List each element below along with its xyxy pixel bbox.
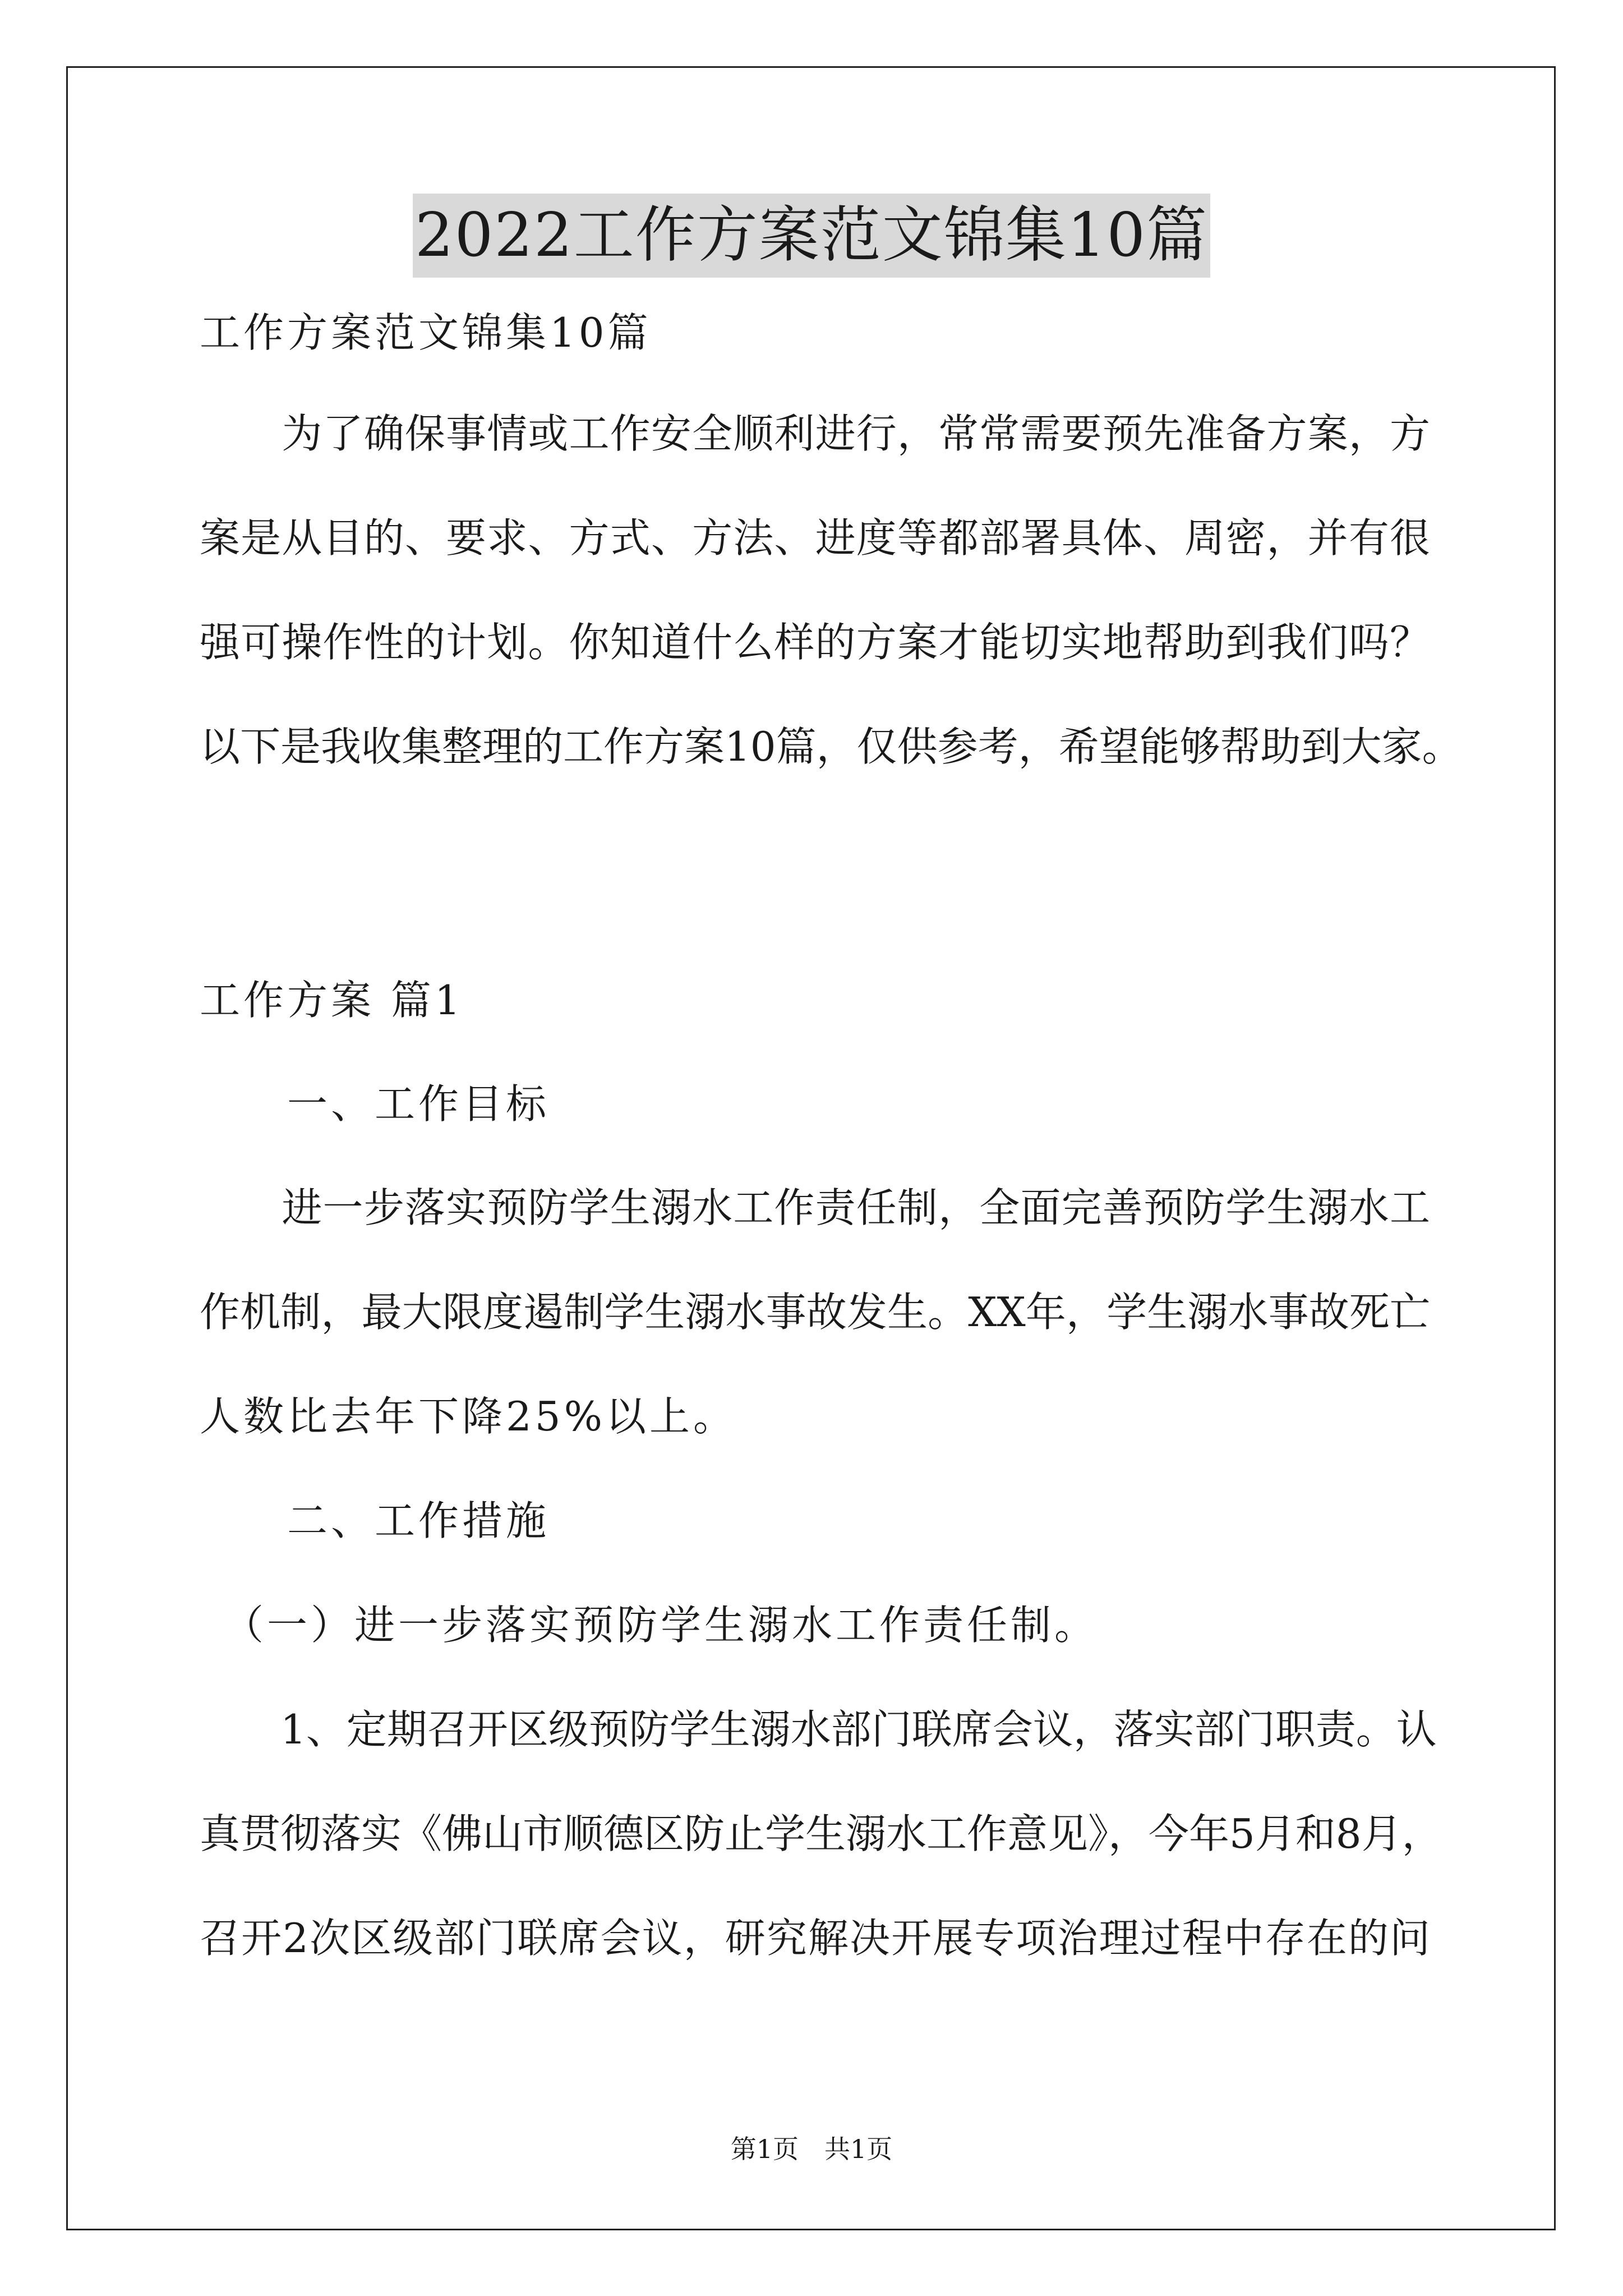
- document-subtitle: 工作方案范文锦集10篇: [200, 309, 652, 356]
- sub-heading-measure: （一）进一步落实预防学生溺水工作责任制。: [200, 1602, 1099, 1649]
- intro-line: 强可操作性的计划。你知道什么样的方案才能切实地帮助到我们吗？: [200, 619, 1430, 666]
- document-title: 2022工作方案范文锦集10篇: [413, 194, 1210, 278]
- intro-line: 以下是我收集整理的工作方案10篇，仅供参考，希望能够帮助到大家。: [200, 723, 1463, 770]
- title-block: [0, 194, 1623, 278]
- measure-line: 1、定期召开区级预防学生溺水部门联席会议，落实部门职责。认: [200, 1706, 1437, 1753]
- heading-goal: 一、工作目标: [200, 1080, 550, 1128]
- goal-line: 进一步落实预防学生溺水工作责任制，全面完善预防学生溺水工: [200, 1184, 1430, 1231]
- heading-measures: 二、工作措施: [200, 1497, 550, 1544]
- section-heading: 工作方案 篇1: [200, 977, 464, 1024]
- intro-line: 案是从目的、要求、方式、方法、进度等都部署具体、周密，并有很: [200, 514, 1430, 562]
- measure-line: 召开2次区级部门联席会议，研究解决开展专项治理过程中存在的问: [200, 1915, 1430, 1962]
- page-border: [66, 66, 1556, 2230]
- goal-line: 人数比去年下降25%以上。: [200, 1393, 737, 1440]
- intro-line: 为了确保事情或工作安全顺利进行，常常需要预先准备方案，方: [200, 410, 1430, 457]
- page-number-footer: 第1页 共1页: [730, 2134, 893, 2164]
- measure-line: 真贯彻落实《佛山市顺德区防止学生溺水工作意见》，今年5月和8月，: [200, 1810, 1442, 1857]
- goal-line: 作机制，最大限度遏制学生溺水事故发生。XX年，学生溺水事故死亡: [200, 1289, 1430, 1336]
